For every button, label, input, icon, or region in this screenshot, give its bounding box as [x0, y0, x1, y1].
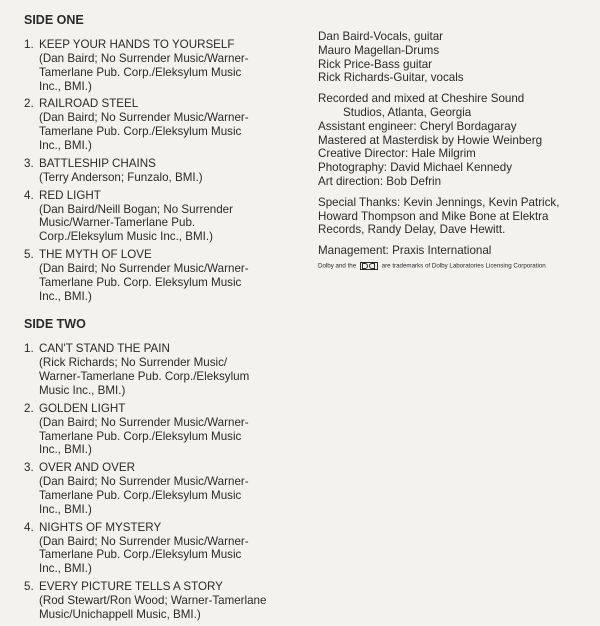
mastered-at: Mastered at Masterdisk by Howie Weinberg — [318, 133, 543, 147]
track-title — [24, 97, 309, 111]
track-item — [24, 580, 309, 622]
personnel-list — [318, 30, 594, 85]
track-name: OVER AND OVER — [39, 461, 135, 475]
track-item — [24, 189, 309, 244]
credit-line: (Rod Stewart/Ron Wood; Warner-Tamerlane — [39, 593, 267, 607]
personnel-line: Rick Richards-Guitar, vocals — [318, 71, 464, 85]
dolby-trademark — [318, 262, 594, 271]
track-number: 3. — [24, 461, 34, 475]
credit-line: Inc., BMI.) — [39, 562, 92, 576]
recorded-at: Recorded and mixed at Cheshire Sound — [318, 92, 525, 106]
track-title — [24, 461, 309, 475]
side-one-track-list — [24, 38, 309, 303]
thanks-line: Records, Randy Delay, Dave Hewitt. — [318, 223, 506, 237]
production-credits — [318, 92, 594, 189]
track-credit — [24, 203, 309, 244]
track-number: 3. — [24, 156, 34, 170]
personnel-line: Mauro Magellan-Drums — [318, 43, 440, 57]
dolby-text-after: are trademarks of Dolby Laboratories Licensing Corporation — [381, 262, 546, 270]
creative-director: Creative Director: Hale Milgrim — [318, 147, 476, 161]
side-one-heading: SIDE ONE — [24, 13, 84, 27]
assistant-engineer: Assistant engineer: Cheryl Bordagaray — [318, 119, 517, 133]
credit-line: (Dan Baird/Neill Bogan; No Surrender — [39, 202, 233, 216]
track-credit — [24, 356, 309, 397]
track-name: RED LIGHT — [39, 188, 101, 202]
credit-line: (Dan Baird; No Surrender Music/Warner- — [39, 52, 249, 65]
thanks-line: Howard Thompson and Mike Bone at Elektra — [318, 209, 549, 223]
track-item — [24, 38, 309, 93]
credit-line: (Dan Baird; No Surrender Music/Warner- — [39, 111, 249, 125]
credit-line: Tamerlane Pub. Corp./Eleksylum Music — [39, 488, 242, 502]
credit-line: (Dan Baird; No Surrender Music/Warner- — [39, 261, 249, 275]
track-credit — [24, 475, 309, 516]
side-two-track-list — [24, 342, 309, 621]
track-name: EVERY PICTURE TELLS A STORY — [39, 579, 223, 593]
personnel-line: Rick Price-Bass guitar — [318, 57, 433, 71]
track-name: GOLDEN LIGHT — [39, 401, 126, 415]
credit-line: Music/Warner-Tamerlane Pub. — [39, 216, 196, 230]
thanks-line: Special Thanks: Kevin Jennings, Kevin Patrick, — [318, 195, 560, 209]
track-credit — [24, 262, 309, 303]
credit-line: (Dan Baird; No Surrender Music/Warner- — [39, 415, 249, 429]
track-title — [24, 38, 309, 52]
credit-line: Inc., BMI.) — [39, 289, 92, 303]
track-credit — [24, 171, 309, 185]
track-credit — [24, 416, 309, 457]
track-item — [24, 97, 309, 152]
credit-line: Inc., BMI.) — [39, 138, 92, 152]
track-credit — [24, 52, 309, 93]
track-number: 2. — [24, 97, 34, 111]
photography-credit: Photography: David Michael Kennedy — [318, 161, 512, 175]
recorded-location: Studios, Atlanta, Georgia — [343, 105, 472, 119]
credit-line: Corp./Eleksylum Music Inc., BMI.) — [39, 230, 213, 244]
track-credit — [24, 111, 309, 152]
double-d-icon — [360, 262, 378, 270]
track-listing — [24, 13, 309, 626]
track-title — [24, 402, 309, 416]
management-credit: Management: Praxis International — [318, 244, 492, 258]
track-item — [24, 248, 309, 303]
track-item — [24, 402, 309, 457]
track-number: 4. — [24, 188, 34, 202]
track-number: 2. — [24, 401, 34, 415]
track-name: BATTLESHIP CHAINS — [39, 156, 156, 170]
credit-line: Tamerlane Pub. Corp./Eleksylum Music — [39, 125, 242, 139]
track-item — [24, 157, 309, 185]
track-name: THE MYTH OF LOVE — [39, 247, 152, 261]
dolby-text-before: Dolby and the — [318, 262, 357, 270]
track-credit — [24, 594, 309, 622]
track-name: CAN'T STAND THE PAIN — [39, 342, 170, 356]
track-item — [24, 461, 309, 516]
credit-line: Inc., BMI.) — [39, 79, 92, 93]
credit-line: Tamerlane Pub. Corp./Eleksylum Music — [39, 548, 242, 562]
track-name: KEEP YOUR HANDS TO YOURSELF — [39, 38, 235, 51]
credit-line: Tamerlane Pub. Corp./Eleksylum Music — [39, 65, 242, 79]
art-direction: Art direction: Bob Defrin — [318, 174, 442, 188]
personnel-line: Dan Baird-Vocals, guitar — [318, 30, 444, 43]
credit-line: Music Inc., BMI.) — [39, 383, 126, 397]
credit-line: Music/Unichappell Music, BMI.) — [39, 607, 201, 621]
track-number: 5. — [24, 247, 34, 261]
credit-line: Tamerlane Pub. Corp. Eleksylum Music — [39, 275, 242, 289]
track-number: 4. — [24, 520, 34, 534]
album-credits — [318, 30, 594, 271]
track-number: 1. — [24, 342, 34, 356]
credit-line: (Rick Richards; No Surrender Music/ — [39, 356, 228, 370]
credit-line: (Dan Baird; No Surrender Music/Warner- — [39, 534, 249, 548]
credit-line: Warner-Tamerlane Pub. Corp./Eleksylum — [39, 370, 250, 384]
track-number: 1. — [24, 38, 34, 51]
track-title — [24, 189, 309, 203]
track-item — [24, 342, 309, 397]
credit-line: (Dan Baird; No Surrender Music/Warner- — [39, 475, 249, 489]
side-two-heading: SIDE TWO — [24, 317, 86, 332]
track-title — [24, 248, 309, 262]
track-number: 5. — [24, 579, 34, 593]
track-title — [24, 521, 309, 535]
credit-line: Inc., BMI.) — [39, 502, 92, 516]
track-item — [24, 521, 309, 576]
credit-line: Inc., BMI.) — [39, 443, 92, 457]
track-name: RAILROAD STEEL — [39, 97, 139, 111]
track-name: NIGHTS OF MYSTERY — [39, 520, 162, 534]
credit-line: (Terry Anderson; Funzalo, BMI.) — [39, 170, 203, 184]
special-thanks — [318, 196, 594, 237]
track-title — [24, 342, 309, 356]
track-title — [24, 157, 309, 171]
credit-line: Tamerlane Pub. Corp./Eleksylum Music — [39, 429, 242, 443]
track-credit — [24, 535, 309, 576]
